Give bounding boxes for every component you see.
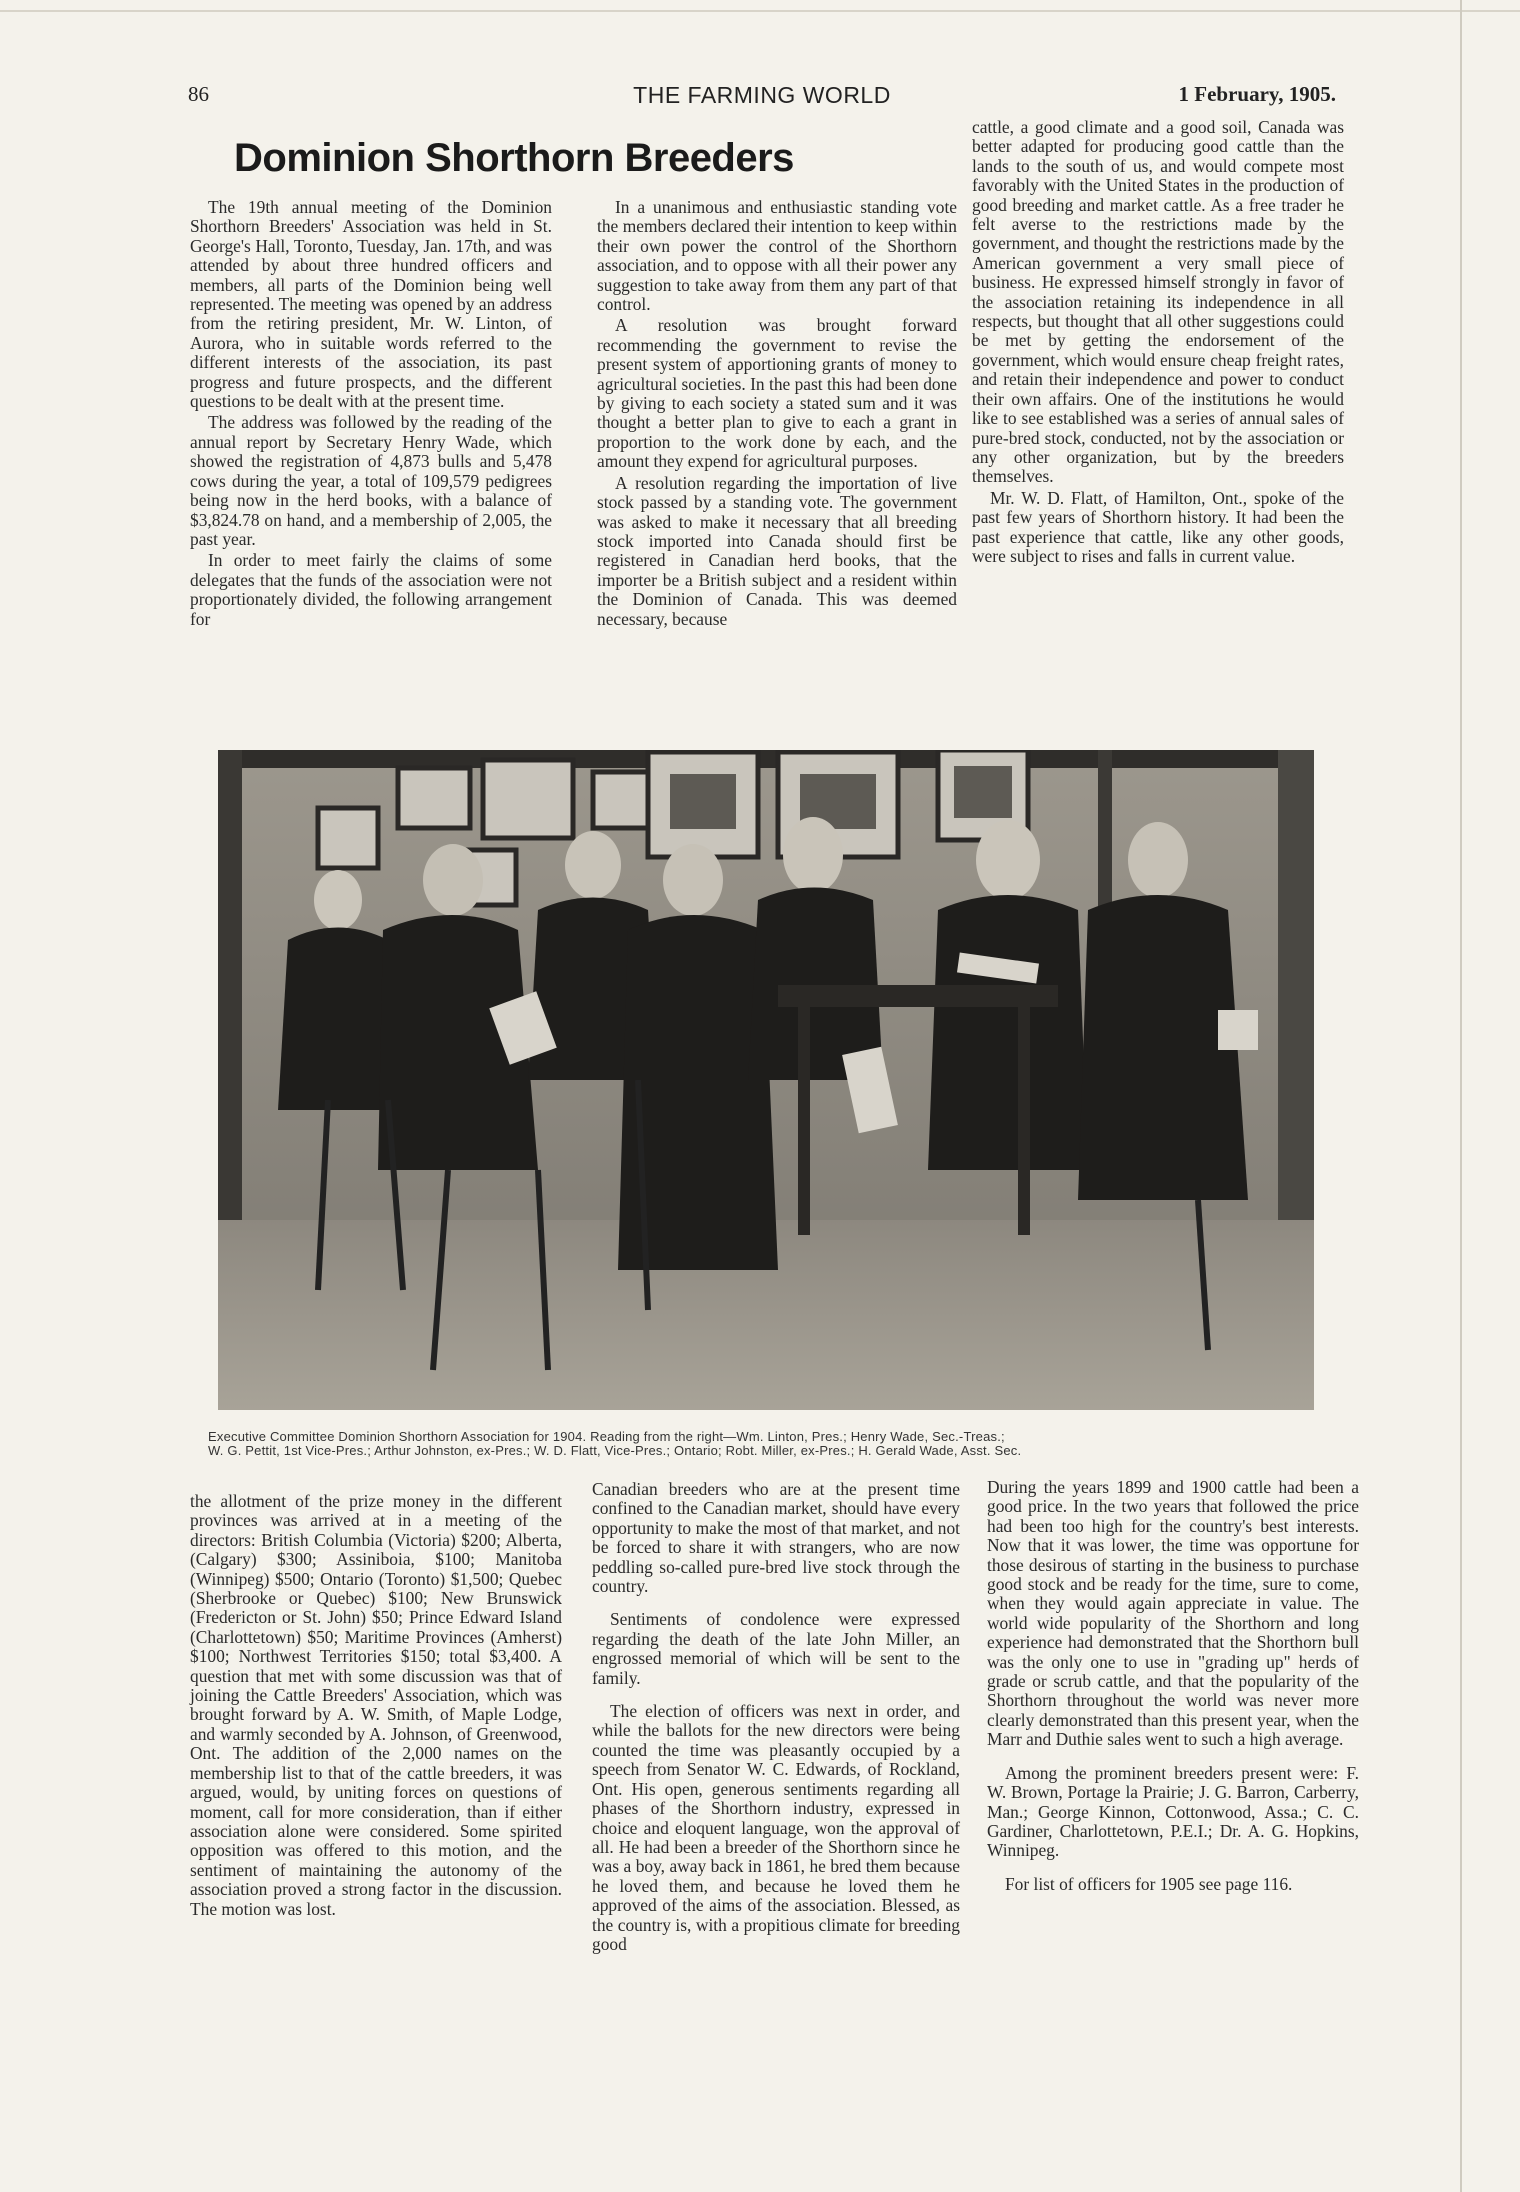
column-5 bbox=[592, 1480, 960, 1954]
paragraph: Among the prominent breeders present were: F. W. Brown, Portage la Prairie; J. G. Barron, Carberry, Man.; George Kinnon, Cottonwood, Assa.; C. C. Gardiner, Charlottetown, P.E.I.; Dr. A. G. Hopkins, Winnipeg. bbox=[987, 1762, 1359, 1861]
paragraph: The election of officers was next in order, and while the ballots for the new directors were being counted the time was pleasantly occupied by a speech from Senator W. C. Edwards, of Rockland, Ont. His open, generous sentiments regarding all phases of the Shorthorn industry, expressed in choice and eloquent language, won the approval of all. He had been a breeder of the Shorthorn since he was a boy, away back in 1861, he bred them because he loved them, and because he loved them he approved of the aims of the association. Blessed, as the country is, with a propitious climate for breeding good bbox=[592, 1701, 960, 1954]
caption-line: W. G. Pettit, 1st Vice-Pres.; Arthur Johnston, ex-Pres.; W. D. Flatt, Vice-Pres.; Ontario; Robt. Miller, ex-Pres.; H. Gerald Wade, Asst. Sec. bbox=[208, 1443, 1022, 1458]
paragraph: Canadian breeders who are at the present time confined to the Canadian market, should have every opportunity to make the most of that market, and not be forced to share it with strangers, who are now peddling so-called pure-bred live stock through the country. bbox=[592, 1479, 960, 1597]
issue-date: 1 February, 1905. bbox=[1178, 82, 1336, 106]
page-edge bbox=[1460, 0, 1462, 2192]
paragraph: Mr. W. D. Flatt, of Hamilton, Ont., spoke of the past few years of Shorthorn history. It had been the past experience that cattle, like any other goods, were subject to rises and falls in current value. bbox=[972, 487, 1344, 566]
paragraph: In order to meet fairly the claims of some delegates that the funds of the association were not proportionately divided, the following arrangement for bbox=[190, 550, 552, 629]
top-rule bbox=[0, 10, 1520, 12]
paragraph: the allotment of the prize money in the different provinces was arrived at in a meeting of the directors: British Columbia (Victoria) $200; Alberta, (Calgary) $300; Assiniboia, $100; Manitoba (Winnipeg) $500; Ontario (Toronto) $1,500; Quebec (Sherbrooke or Quebec) $100; New Brunswick (Fredericton or St. John) $50; Prince Edward Island (Charlottetown) $50; Maritime Provinces (Amherst) $100; Northwest Territories $150; total $3,400. A question that met with some discussion was that of joining the Cattle Breeders' Association, which was brought forward by A. W. Smith, of Maple Lodge, and warmly seconded by A. Johnson, of Greenwood, Ont. The addition of the 2,000 names on the membership list to that of the cattle breeders, it was argued, would, by uniting forces on questions of moment, call for more consideration, than if either association alone were considered. Some spirited opposition was offered to this motion, and the sentiment of maintaining the autonomy of the association proved a strong factor in the discussion. The motion was lost. bbox=[190, 1491, 562, 1919]
column-4 bbox=[190, 1492, 562, 1919]
paragraph: cattle, a good climate and a good soil, Canada was better adapted for producing good cattle than the lands to the south of us, and would compete most favorably with the United States in the production of good breeding and market cattle. As a free trader he felt averse to the restrictions made by the government, and thought the restrictions made by the American government a very small piece of business. He expressed himself strongly in favor of the association retaining its independence in all respects, but thought that all other suggestions could be met by getting the endorsement of the government, which would ensure cheap freight rates, and retain their independence and power to conduct their own affairs. One of the institutions he would like to see established was a series of annual sales of pure-bred stock, conducted, not by the association or any other organization, but by the breeders themselves. bbox=[972, 117, 1344, 487]
column-6 bbox=[987, 1478, 1359, 1894]
paragraph: The 19th annual meeting of the Dominion Shorthorn Breeders' Association was held in St. George's Hall, Toronto, Tuesday, Jan. 17th, and was attended by about three hundred officers and members, all parts of the Dominion being well represented. The meeting was opened by an address from the retiring president, Mr. W. Linton, of Aurora, who in suitable words referred to the different interests of the association, its past progress and future prospects, and the different questions to be dealt with at the present time. bbox=[190, 197, 552, 412]
paragraph: During the years 1899 and 1900 cattle had been a good price. In the two years that followed the price had been too high for the country's best interests. Now that it was lower, the time was opportune for those desirous of starting in the business to purchase good stock and be ready for the time, sure to come, when they would again appreciate in value. The world wide popularity of the Shorthorn and long experience had demonstrated that the Shorthorn bull was the only one to use in "grading up" herds of grade or scrub cattle, and that the popularity of the Shorthorn throughout the world was never more clearly demonstrated than this present year, when the Marr and Duthie sales went to such a high average. bbox=[987, 1477, 1359, 1750]
photo-caption bbox=[208, 1430, 1353, 1458]
paragraph: For list of officers for 1905 see page 116. bbox=[1005, 1873, 1293, 1894]
running-header bbox=[188, 82, 1336, 112]
article-title: Dominion Shorthorn Breeders bbox=[234, 136, 794, 180]
paragraph: In a unanimous and enthusiastic standing vote the members declared their intention to keep within their own power the control of the Shorthorn association, and to oppose with all their power any suggestion to take away from them any part of that control. bbox=[597, 197, 957, 315]
paragraph: A resolution was brought forward recommending the government to revise the present system of apportioning grants of money to agricultural societies. In the past this had been done by giving to each society a stated sum and it was thought a better plan to give to each a grant in proportion to the work done by each, and the amount they expend for agricultural purposes. bbox=[597, 315, 957, 472]
column-3 bbox=[972, 118, 1344, 566]
photo-illustration bbox=[218, 750, 1314, 1410]
page-number: 86 bbox=[188, 82, 209, 106]
publication-title: THE FARMING WORLD bbox=[633, 82, 891, 108]
paragraph: Sentiments of condolence were expressed regarding the death of the late John Miller, an engrossed memorial of which will be sent to the family. bbox=[592, 1609, 960, 1688]
paragraph: The address was followed by the reading of the annual report by Secretary Henry Wade, which showed the registration of 4,873 bulls and 5,478 cows during the year, a total of 109,579 pedigrees being now in the herd books, with a balance of $3,824.78 on hand, and a membership of 2,005, the past year. bbox=[190, 412, 552, 549]
committee-photograph bbox=[218, 750, 1314, 1410]
column-2 bbox=[597, 198, 957, 629]
column-1 bbox=[190, 198, 552, 629]
caption-line: Executive Committee Dominion Shorthorn Association for 1904. Reading from the right—Wm. Linton, Pres.; Henry Wade, Sec.-Treas.; bbox=[208, 1429, 1005, 1444]
paragraph: A resolution regarding the importation of live stock passed by a standing vote. The government was asked to make it necessary that all breeding stock imported into Canada should first be registered in Canadian herd books, that the importer be a British subject and a resident within the Dominion of Canada. This was deemed necessary, because bbox=[597, 472, 957, 629]
